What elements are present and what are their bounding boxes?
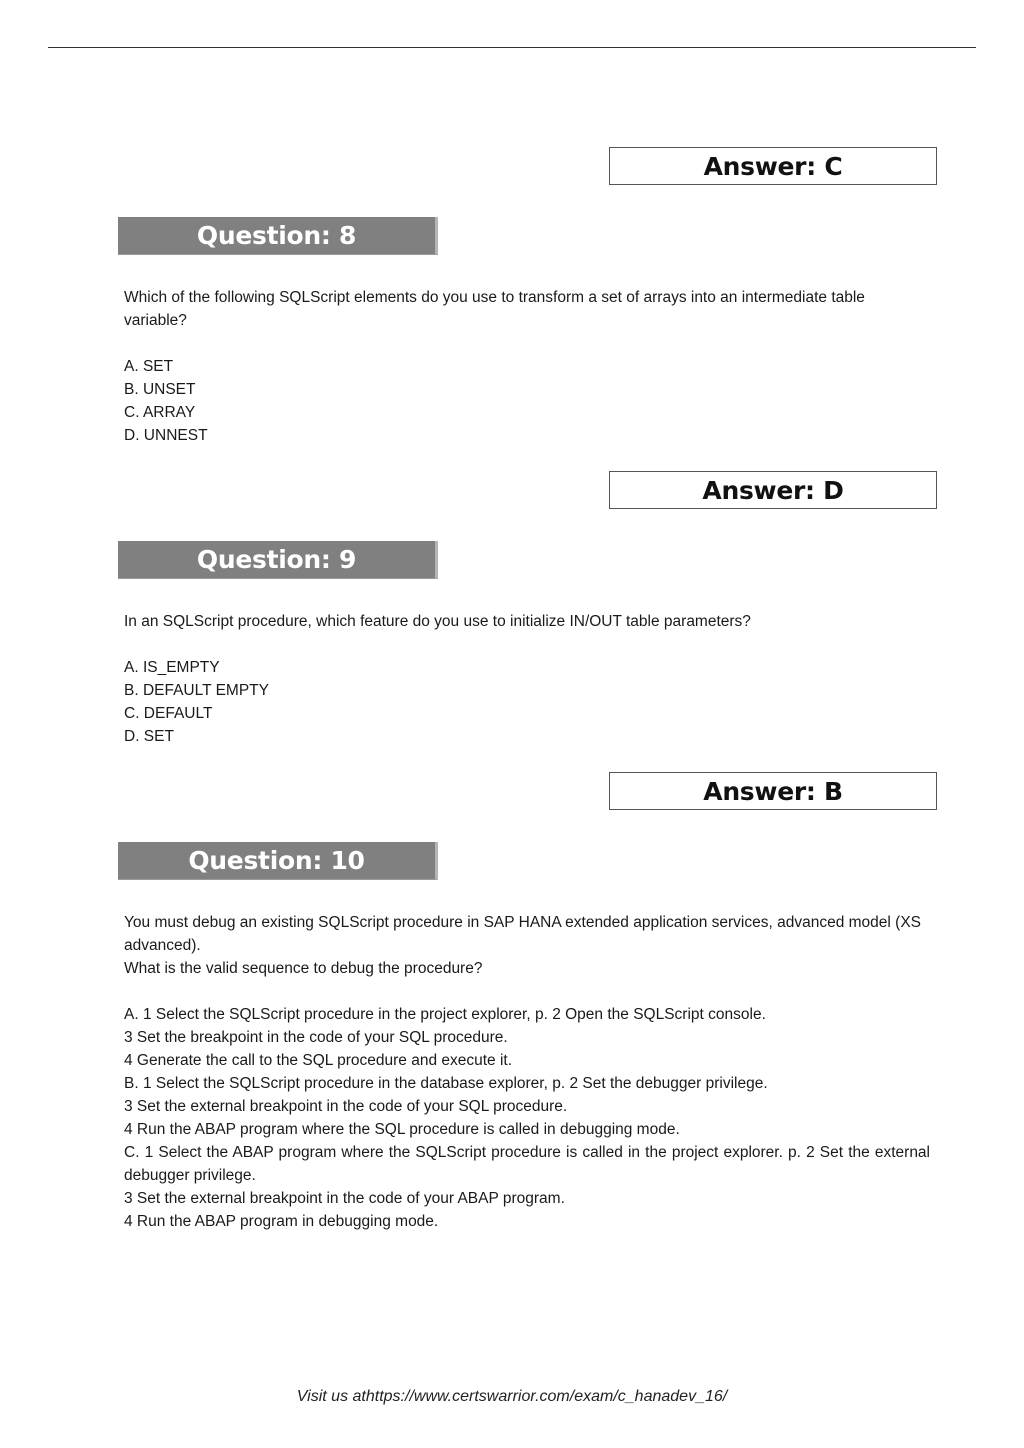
question-9-text: In an SQLScript procedure, which feature do you use to initialize IN/OUT table parameters? xyxy=(124,613,751,630)
answer-box-question-9: Answer: B xyxy=(609,772,937,810)
option-a: A. SET xyxy=(124,358,174,375)
question-9-options xyxy=(124,656,930,748)
question-10-heading: Question: 10 xyxy=(118,842,438,880)
question-8-options xyxy=(124,355,930,447)
option-c-step-3: 3 Set the external breakpoint in the code of your ABAP program. xyxy=(124,1190,565,1207)
option-b-step-4: 4 Run the ABAP program where the SQL procedure is called in debugging mode. xyxy=(124,1121,680,1138)
question-10-options xyxy=(124,1003,930,1233)
option-d: D. UNNEST xyxy=(124,427,208,444)
option-d: D. SET xyxy=(124,728,174,745)
option-b-step-3: 3 Set the external breakpoint in the code of your SQL procedure. xyxy=(124,1098,568,1115)
option-a-step-3: 3 Set the breakpoint in the code of your SQL procedure. xyxy=(124,1029,508,1046)
option-b-step-1: B. 1 Select the SQLScript procedure in the database explorer, p. 2 Set the debugger privilege. xyxy=(124,1075,768,1092)
header-rule xyxy=(48,47,976,48)
question-9-heading: Question: 9 xyxy=(118,541,438,579)
question-10-text-line-1: You must debug an existing SQLScript procedure in SAP HANA extended application services, advanced model (XS advanced). xyxy=(124,914,921,954)
option-a-step-4: 4 Generate the call to the SQL procedure and execute it. xyxy=(124,1052,513,1069)
answer-box-previous: Answer: C xyxy=(609,147,937,185)
option-c-step-4: 4 Run the ABAP program in debugging mode. xyxy=(124,1213,439,1230)
option-a: A. IS_EMPTY xyxy=(124,659,220,676)
question-10-text xyxy=(124,911,930,980)
option-c: C. ARRAY xyxy=(124,404,196,421)
answer-box-question-8: Answer: D xyxy=(609,471,937,509)
option-c-step-1: C. 1 Select the ABAP program where the SQLScript procedure is called in the project explorer. p. 2 Set the external debugger privilege. xyxy=(124,1144,930,1184)
question-8-heading: Question: 8 xyxy=(118,217,438,255)
footer-text: Visit us athttps://www.certswarrior.com/exam/c_hanadev_16/ xyxy=(296,1388,728,1405)
option-c: C. DEFAULT xyxy=(124,705,213,722)
question-8-text: Which of the following SQLScript elements do you use to transform a set of arrays into an intermediate table variable? xyxy=(124,289,865,329)
question-10-text-line-2: What is the valid sequence to debug the procedure? xyxy=(124,960,483,977)
option-b: B. UNSET xyxy=(124,381,196,398)
option-a-step-1: A. 1 Select the SQLScript procedure in the project explorer, p. 2 Open the SQLScript console. xyxy=(124,1006,766,1023)
option-b: B. DEFAULT EMPTY xyxy=(124,682,269,699)
